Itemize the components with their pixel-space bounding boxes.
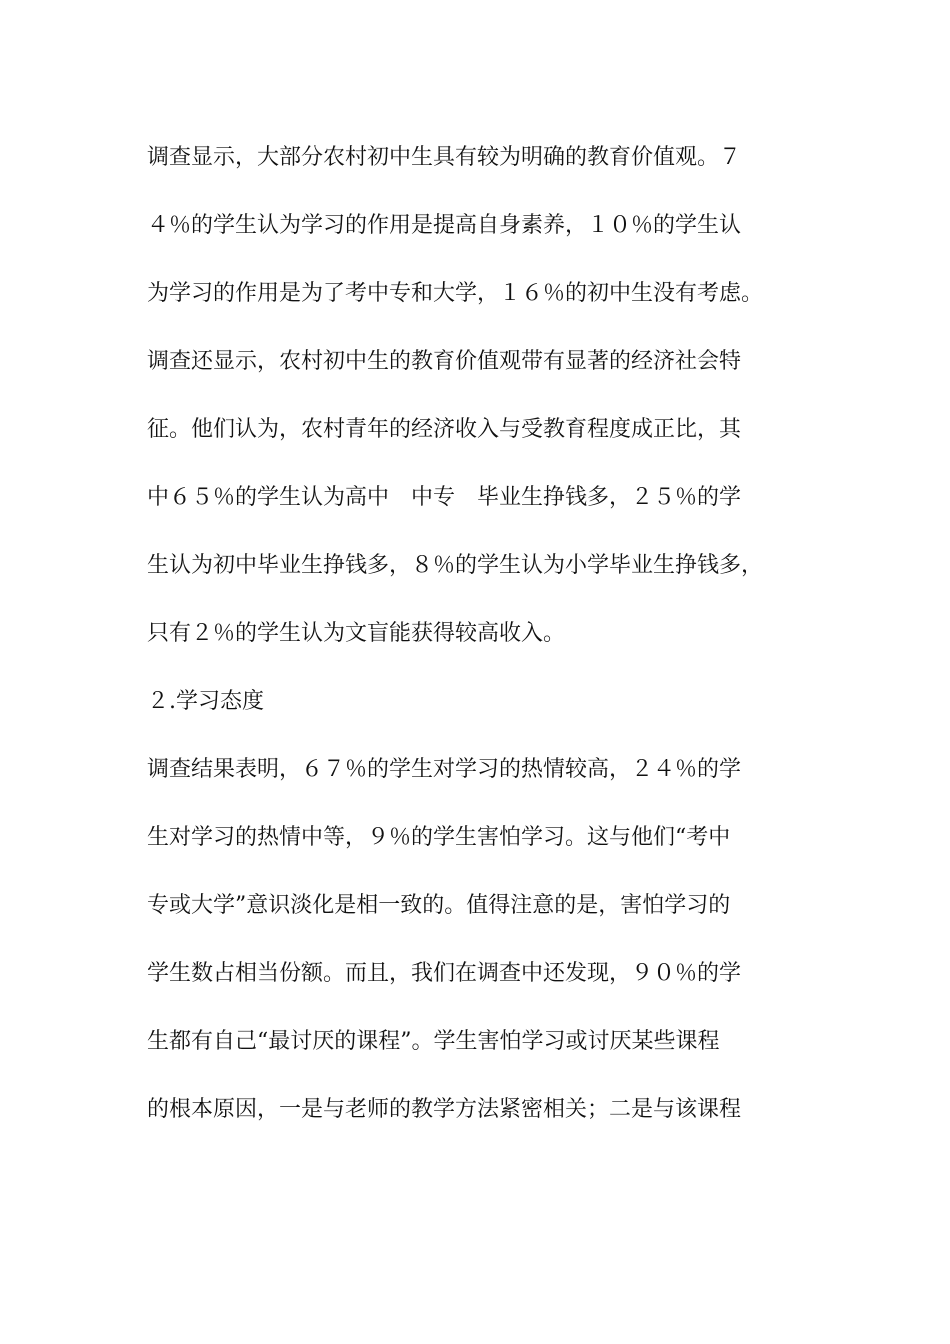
text-line-content: 调查显示，大部分农村初中生具有较为明确的教育价值观。７ <box>147 145 742 170</box>
text-line-content: 征。他们认为，农村青年的经济收入与受教育程度成正比，其 <box>147 417 742 442</box>
text-line <box>147 138 817 178</box>
text-line-content: 只有２％的学生认为文盲能获得较高收入。 <box>147 621 566 646</box>
text-line-content: 学生数占相当份额。而且，我们在调查中还发现，９０％的学 <box>147 961 742 986</box>
text-line <box>147 410 817 450</box>
text-line <box>147 342 817 382</box>
text-line-content: 为学习的作用是为了考中专和大学，１６％的初中生没有考虑。 <box>147 281 764 306</box>
text-line <box>147 206 817 246</box>
text-line <box>147 750 817 790</box>
text-line-content: 专或大学”意识淡化是相一致的。值得注意的是，害怕学习的 <box>147 893 731 918</box>
text-line-content: 生认为初中毕业生挣钱多，８％的学生认为小学毕业生挣钱多， <box>147 553 764 578</box>
text-line <box>147 274 817 314</box>
text-line-content: ４％的学生认为学习的作用是提高自身素养，１０％的学生认 <box>147 213 742 238</box>
section-heading <box>147 682 817 722</box>
text-line <box>147 1090 817 1130</box>
text-line-content: 调查结果表明，６７％的学生对学习的热情较高，２４％的学 <box>147 757 742 782</box>
text-line <box>147 818 817 858</box>
text-line-content: 调查还显示，农村初中生的教育价值观带有显著的经济社会特 <box>147 349 742 374</box>
text-line <box>147 546 817 586</box>
text-line <box>147 886 817 926</box>
text-line <box>147 478 817 518</box>
text-line <box>147 614 817 654</box>
text-line-content: 生对学习的热情中等，９％的学生害怕学习。这与他们“考中 <box>147 825 731 850</box>
text-line-content: 的根本原因，一是与老师的教学方法紧密相关；二是与该课程 <box>147 1097 742 1122</box>
text-line-content: 中６５％的学生认为高中 中专 毕业生挣钱多，２５％的学 <box>147 485 742 510</box>
text-line <box>147 954 817 994</box>
text-line-content: 生都有自己“最讨厌的课程”。学生害怕学习或讨厌某些课程 <box>147 1029 720 1054</box>
text-line <box>147 1022 817 1062</box>
section-heading-text: ２.学习态度 <box>147 689 264 714</box>
